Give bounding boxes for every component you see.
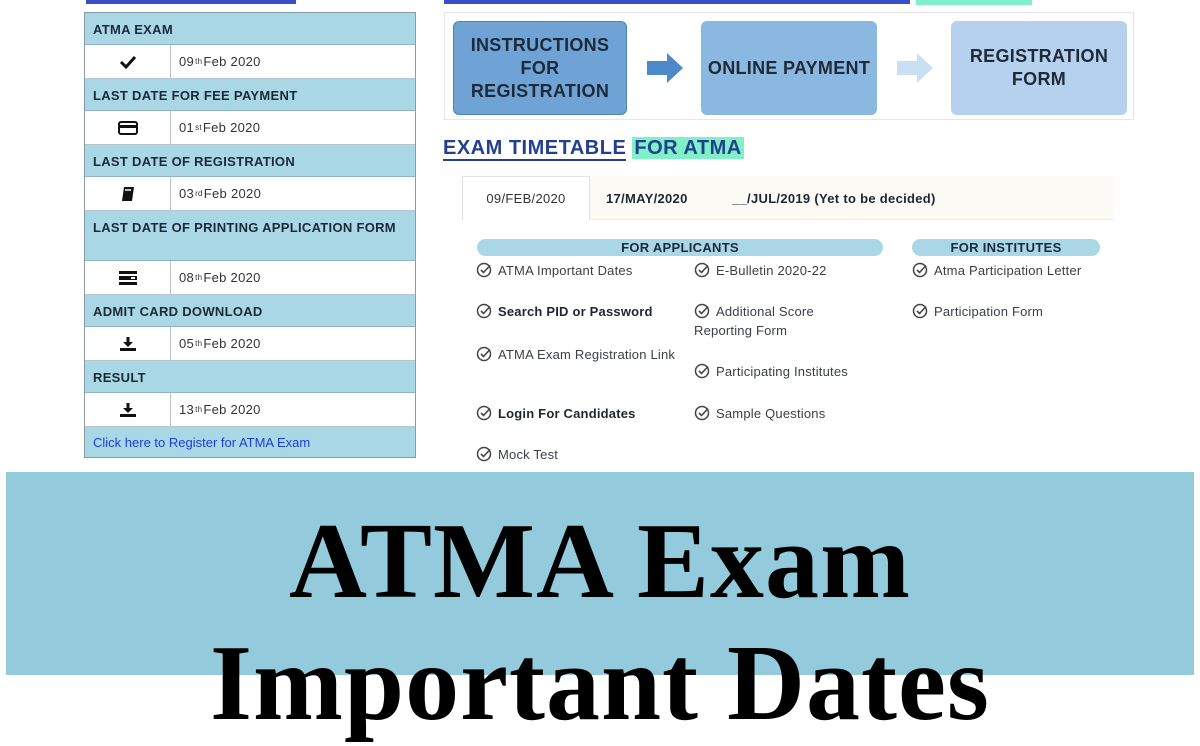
table-heading: LAST DATE OF PRINTING APPLICATION FORM	[85, 211, 415, 261]
process-heading-underline	[444, 0, 910, 4]
arrow-right-icon	[645, 51, 685, 85]
timetable-title	[443, 137, 744, 160]
card-icon	[85, 111, 171, 144]
table-heading: ATMA EXAM	[85, 13, 415, 45]
link-additional-score[interactable]: Additional Score Reporting Form	[694, 304, 814, 338]
table-row	[85, 111, 415, 145]
check-circle-icon	[694, 262, 710, 278]
link-mock-test[interactable]: Mock Test	[476, 445, 676, 464]
process-heading-highlight	[916, 0, 1032, 5]
register-link[interactable]: Click here to Register for ATMA Exam	[85, 427, 415, 457]
table-heading: ADMIT CARD DOWNLOAD	[85, 295, 415, 327]
link-important-dates[interactable]: ATMA Important Dates	[476, 261, 676, 280]
check-circle-icon	[476, 303, 492, 319]
step-instructions[interactable]: INSTRUCTIONS FOR REGISTRATION	[453, 21, 627, 115]
date-value: 08 th Feb 2020	[179, 270, 261, 285]
table-row	[85, 393, 415, 427]
check-circle-icon	[476, 446, 492, 462]
link-participating-institutes[interactable]: Participating Institutes	[694, 362, 884, 381]
check-circle-icon	[476, 405, 492, 421]
applicants-heading: FOR APPLICANTS	[477, 239, 883, 256]
link-login[interactable]: Login For Candidates	[476, 404, 676, 423]
banner-title-line1: ATMA Exam	[289, 502, 911, 621]
check-circle-icon	[694, 363, 710, 379]
print-icon	[85, 261, 171, 294]
check-icon	[85, 45, 171, 78]
book-icon	[85, 177, 171, 210]
check-circle-icon	[694, 405, 710, 421]
check-circle-icon	[694, 303, 710, 319]
link-participation-form[interactable]: Participation Form	[912, 302, 1112, 321]
date-value: 03 rd Feb 2020	[179, 186, 262, 201]
table-row	[85, 177, 415, 211]
table-heading: LAST DATE OF REGISTRATION	[85, 145, 415, 177]
tab-may-2020[interactable]: 17/MAY/2020	[606, 190, 688, 206]
institutes-heading: FOR INSTITUTES	[912, 239, 1100, 256]
tab-feb-2020[interactable]: 09/FEB/2020	[462, 176, 590, 220]
arrow-right-icon	[895, 51, 935, 85]
date-value: 13 th Feb 2020	[179, 402, 261, 417]
link-e-bulletin[interactable]: E-Bulletin 2020-22	[694, 261, 884, 280]
table-row	[85, 327, 415, 361]
important-dates-table	[84, 12, 416, 458]
date-value: 09 th Feb 2020	[179, 54, 261, 69]
check-circle-icon	[912, 303, 928, 319]
table-heading: LAST DATE FOR FEE PAYMENT	[85, 79, 415, 111]
check-circle-icon	[476, 346, 492, 362]
download-icon	[85, 327, 171, 360]
check-circle-icon	[912, 262, 928, 278]
link-sample-questions[interactable]: Sample Questions	[694, 404, 884, 423]
download-icon	[85, 393, 171, 426]
registration-flow	[444, 12, 1134, 120]
table-heading: RESULT	[85, 361, 415, 393]
table-row	[85, 45, 415, 79]
link-search-pid[interactable]: Search PID or Password	[476, 302, 676, 321]
timetable-title-highlight: FOR ATMA	[634, 137, 742, 159]
step-online-payment[interactable]: ONLINE PAYMENT	[701, 21, 877, 115]
title-banner	[6, 472, 1194, 743]
dates-heading-underline	[86, 0, 296, 4]
date-value: 01 st Feb 2020	[179, 120, 261, 135]
timetable-title-main: EXAM TIMETABLE	[443, 137, 627, 159]
link-participation-letter[interactable]: Atma Participation Letter	[912, 261, 1112, 280]
banner-title-line2: Important Dates	[210, 624, 990, 743]
check-circle-icon	[476, 262, 492, 278]
timetable-tabs	[462, 176, 1114, 220]
table-row	[85, 261, 415, 295]
date-value: 05 th Feb 2020	[179, 336, 261, 351]
tab-jul-2019[interactable]: __/JUL/2019 (Yet to be decided)	[732, 190, 936, 206]
link-exam-registration[interactable]: ATMA Exam Registration Link	[476, 345, 676, 364]
step-registration-form[interactable]: REGISTRATION FORM	[951, 21, 1127, 115]
